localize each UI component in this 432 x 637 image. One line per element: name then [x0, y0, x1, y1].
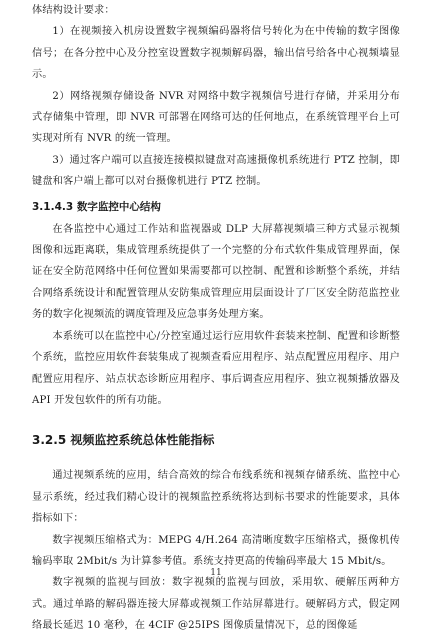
paragraph-encoder: 1）在视频接入机房设置数字视频编码器将信号转化为在中传输的数字图像信号；在各分控中心及分控室设置数字视频解码器，输出信号给各中心视频墙显示。 — [32, 26, 400, 81]
page-number: 11 — [210, 568, 222, 578]
section-heading-3-2-5: 3.2.5 视频监控系统总体性能指标 — [32, 433, 215, 448]
section-heading-3-1-4-3: 3.1.4.3 数字监控中心结构 — [32, 200, 161, 213]
paragraph-software-suite: 本系统可以在监控中心/分控室通过运行应用软件套装来控制、配置和诊断整个系统，监控应用软件套装集成了视频查看应用程序、站点配置应用程序、用户配置应用程序、站点状态诊断应用程序、事后调查应用程序、独立视频播放器及 API 开发包软件的所有功能。 — [32, 330, 400, 406]
paragraph-monitoring-center: 在各监控中心通过工作站和监视器或 DLP 大屏幕视频墙三种方式显示视频图像和远距离联，集成管理系统提供了一个完整的分布式软件集成管理界面，保证在安全防范网络中任何位置如果需要都可以控制、配置和诊断整个系统，并结合网络系统设计和配置管理从安防集成管理应用层面设计了厂区安全防范监控业务的数字化视频流的调度管理及应急事务处理方案。 — [32, 223, 400, 321]
paragraph-performance-intro: 通过视频系统的应用，结合高效的综合布线系统和视频存储系统、监控中心显示系统，经过我们精心设计的视频监控系统将达到标书要求的性能要求，具体指标如下： — [32, 470, 400, 525]
paragraph-compression-format: 数字视频压缩格式为：MEPG 4/H.264 高清晰度数字压缩格式，摄像机传输码率取 2Mbit/s 为计算参考值。系统支持更高的传输码率最大 15 Mbit/s。 — [32, 534, 400, 567]
paragraph-nvr: 2）网络视频存储设备 NVR 对网络中数字视频信号进行存储，并采用分布式存储集中管理，即 NVR 可部署在网络可达的任何地点，在系统管理平台上可实现对所有 NVR 的统一管理。 — [32, 90, 400, 145]
paragraph-ptz: 3）通过客户端可以直接连接模拟键盘对高速摄像机系统进行 PTZ 控制，即键盘和客户端上都可以对台摄像机进行 PTZ 控制。 — [32, 154, 400, 188]
paragraph-playback: 数字视频的监视与回放：数字视频的监视与回放，采用软、硬解压两种方式。通过单路的解码器连接大屏幕或视频工作站屏幕进行。硬解码方式，假定网络最长延迟 10 毫秒，在 4CIF @25IPS 图像质量情况下，总的图像延 — [32, 577, 400, 632]
intro-line: 体结构设计要求： — [32, 5, 115, 16]
